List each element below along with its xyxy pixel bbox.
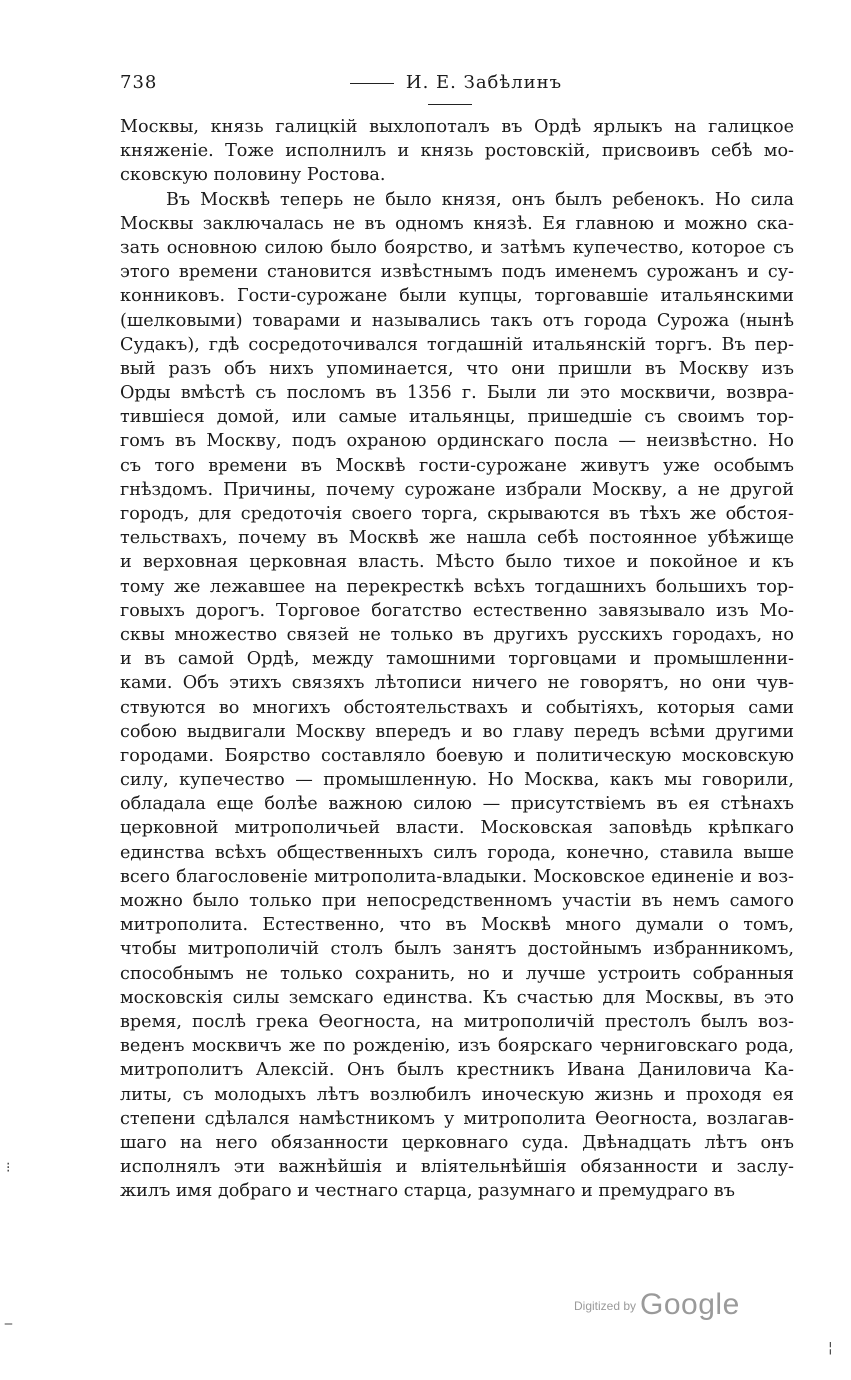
text-line: церковной митрополичьей власти. Московская заповѣдь крѣпкаго	[120, 818, 794, 839]
text-line: жилъ имя добраго и честнаго старца, разумнаго и премудраго въ	[120, 1181, 735, 1202]
body-text	[120, 115, 794, 1203]
text-line: Судакъ), гдѣ сосредоточивался тогдашній итальянскій торгъ. Въ пер-	[120, 334, 794, 355]
text-line: митрополитъ Алексій. Онъ былъ крестникъ Ивана Даниловича Ка-	[120, 1060, 794, 1081]
text-line: литы, съ молодыхъ лѣтъ возлюбилъ иноческую жизнь и проходя ея	[120, 1084, 794, 1105]
text-line: этого времени становится извѣстнымъ подъ именемъ сурожанъ и су-	[120, 262, 794, 283]
text-line: московскія силы земскаго единства. Къ счастью для Москвы, въ это	[120, 987, 794, 1008]
scan-speck: ⁝	[6, 1160, 11, 1176]
text-line: единства всѣхъ общественныхъ силъ города, конечно, ставила выше	[120, 842, 794, 863]
text-line: время, послѣ грека Ѳеогноста, на митрополичій престолъ былъ воз-	[120, 1011, 794, 1032]
text-line: сквы множество связей не только въ другихъ русскихъ городахъ, но	[120, 624, 794, 645]
text-line: собою выдвигали Москву впередъ и во главу передъ всѣми другими	[120, 721, 794, 742]
text-line: сковскую половину Ростова.	[120, 165, 386, 186]
text-line: всего благословеніе митрополита-владыки. Московское единеніе и воз-	[120, 866, 794, 887]
text-line: можно было только при непосредственномъ участіи въ немъ самого	[120, 891, 794, 911]
text-line: ствуются во многихъ обстоятельствахъ и событіяхъ, которыя сами	[120, 697, 794, 718]
left-rule	[350, 83, 394, 84]
text-line: и въ самой Ордѣ, между тамошними торговцами и промышленни-	[120, 649, 794, 670]
text-line: тившіеся домой, или самые итальянцы, пришедшіе съ своимъ тор-	[120, 407, 794, 428]
text-line: ками. Объ этихъ связяхъ лѣтописи ничего не говорятъ, но они чув-	[120, 673, 794, 694]
text-line: и верховная церковная власть. Мѣсто было тихое и покойное и къ	[120, 552, 794, 573]
text-line: исполнялъ эти важнѣйшія и вліятельнѣйшія обязанности и заслу-	[120, 1157, 794, 1178]
text-line: городъ, для средоточія своего торга, скрываются въ тѣхъ же обстоя-	[120, 504, 794, 524]
text-line: веденъ москвичъ же по рожденію, изъ боярскаго черниговскаго рода,	[120, 1036, 794, 1057]
text-line: Москвы заключалась не въ одномъ князѣ. Ея главною и можно ска-	[120, 213, 794, 234]
text-line: степени сдѣлался намѣстникомъ у митрополита Ѳеогноста, возлагав-	[120, 1108, 794, 1129]
text-line: зать основною силою было боярство, и затѣмъ купечество, которое съ	[120, 237, 794, 258]
text-line: (шелковыми) товарами и назывались такъ отъ города Сурожа (нынѣ	[120, 310, 794, 331]
running-head	[310, 72, 590, 114]
text-line: вый разъ объ нихъ упоминается, что они пришли въ Москву изъ	[120, 358, 794, 379]
text-line: способнымъ не только сохранить, но и лучше устроить собранныя	[120, 963, 794, 984]
text-line: силу, купечество — промышленную. Но Москва, какъ мы говорили,	[120, 770, 794, 791]
text-line: тому же лежавшее на перекресткѣ всѣхъ тогдашнихъ большихъ тор-	[120, 576, 794, 597]
text-line: съ того времени въ Москвѣ гости-сурожане живутъ уже особымъ	[120, 455, 794, 476]
text-line: шаго на него обязанности церковнаго суда. Двѣнадцать лѣтъ онъ	[120, 1132, 794, 1153]
text-line: обладала еще болѣе важною силою — присутствіемъ въ ея стѣнахъ	[120, 794, 794, 815]
text-line: чтобы митрополичій столъ былъ занятъ достойнымъ избранникомъ,	[120, 939, 794, 960]
text-line: гомъ въ Москву, подъ охраною ординскаго посла — неизвѣстно. Но	[120, 431, 794, 452]
text-line: Въ Москвѣ теперь не было князя, онъ былъ ребенокъ. Но сила	[166, 189, 794, 210]
text-line: говыхъ дорогъ. Торговое богатство естественно завязывало изъ Мо-	[120, 600, 794, 621]
google-wordmark: Google	[640, 1288, 740, 1321]
page-header	[120, 72, 794, 102]
running-title: И. Е. Забѣлинъ	[405, 72, 563, 93]
scan-speck: ‒	[4, 1316, 13, 1332]
watermark-prefix: Digitized by	[574, 1299, 637, 1313]
text-line: Орды вмѣстѣ съ посломъ въ 1356 г. Были ли это москвичи, возвра-	[120, 383, 794, 404]
text-line: княженіе. Тоже исполнилъ и князь ростовскій, присвоивъ себѣ мо-	[120, 141, 794, 162]
page-number: 738	[120, 72, 158, 93]
text-line: Москвы, князь галицкій выхлопоталъ въ Ордѣ ярлыкъ на галицкое	[120, 117, 794, 137]
text-line: тельствахъ, почему въ Москвѣ же нашла себѣ постоянное убѣжище	[120, 528, 794, 549]
text-line: митрополита. Естественно, что въ Москвѣ много думали о томъ,	[120, 915, 794, 936]
text-line: конниковъ. Гости-сурожане были купцы, торговавшіе итальянскими	[120, 286, 794, 307]
text-line: городами. Боярство составляло боевую и политическую московскую	[120, 745, 794, 766]
scan-speck: ¦	[828, 1340, 833, 1356]
digitized-watermark	[574, 1288, 740, 1322]
right-rule	[428, 104, 472, 105]
text-line: гнѣздомъ. Причины, почему сурожане избрали Москву, а не другой	[120, 479, 794, 500]
